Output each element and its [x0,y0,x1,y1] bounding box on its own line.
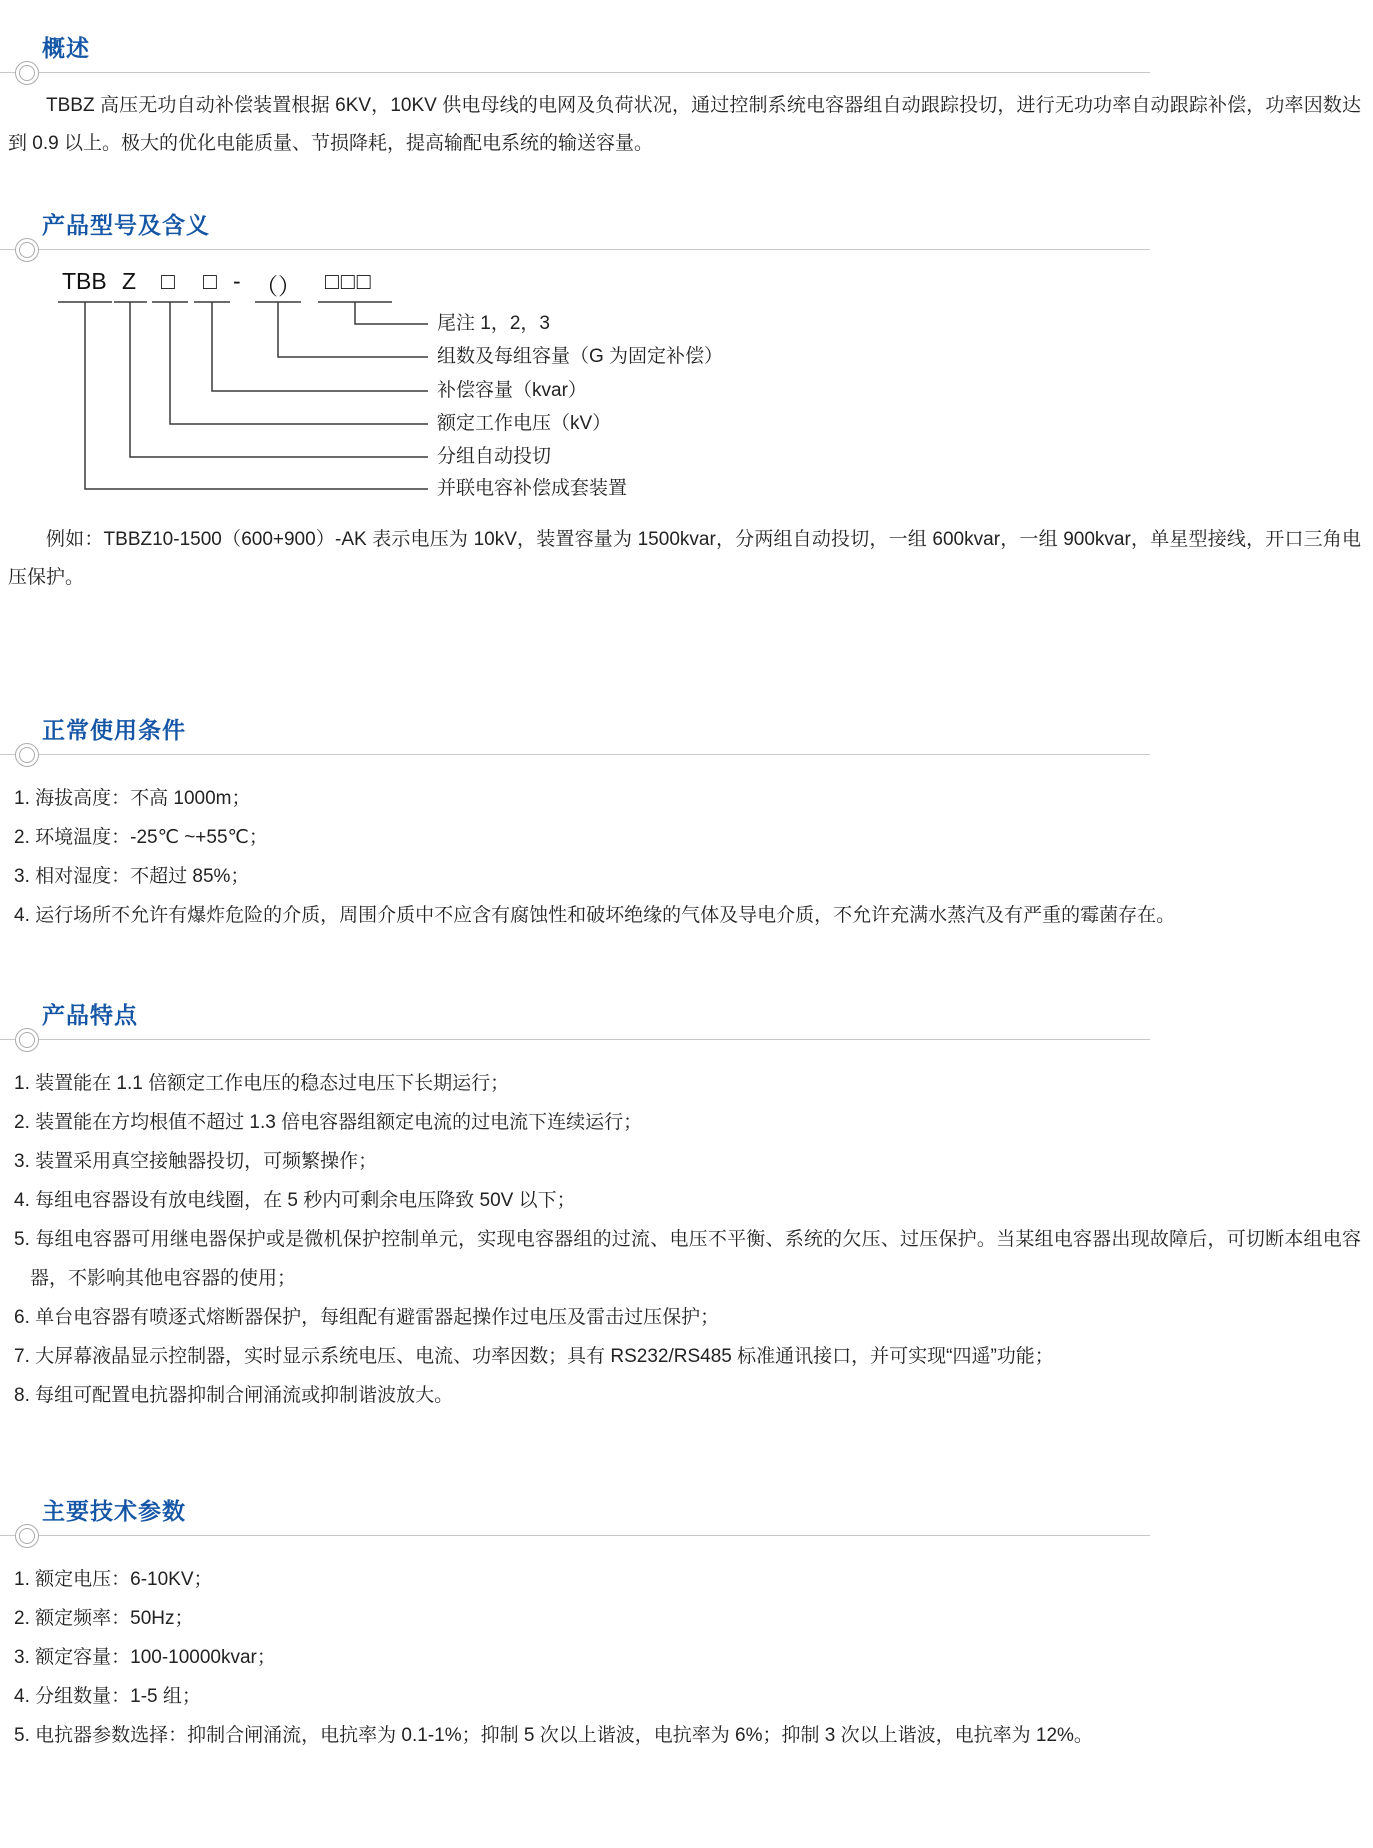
list-item: 2. 装置能在方均根值不超过 1.3 倍电容器组额定电流的过电流下连续运行； [14,1112,643,1133]
section-features [0,997,1373,1415]
list-item: 4. 每组电容器设有放电线圈，在 5 秒内可剩余电压降致 50V 以下； [14,1190,576,1211]
section-usage-conditions [0,712,1373,935]
list-item: 4. 运行场所不允许有爆炸危险的介质，周围介质中不应含有腐蚀性和破坏绝缘的气体及导电介质，不允许充满水蒸汽及有严重的霉菌存在。 [14,905,1176,926]
section-bullet-icon [15,61,39,85]
section-title-overview: 概述 [42,35,90,61]
section-bullet-icon [15,1524,39,1548]
parameters-list [0,1560,1361,1755]
section-header [0,207,1150,250]
model-label-groups: 组数及每组容量（G 为固定补偿） [437,346,724,367]
section-header [0,30,1150,73]
list-item: 3. 装置采用真空接触器投切，可频繁操作； [14,1151,378,1172]
section-model [0,207,1373,597]
usage-conditions-list [0,779,1361,935]
section-header [0,997,1150,1040]
model-label-compensation-capacity: 补偿容量（kvar） [437,380,587,401]
list-item: 6. 单台电容器有喷逐式熔断器保护，每组配有避雷器起操作过电压及雷击过压保护； [14,1307,720,1328]
section-parameters [0,1493,1373,1755]
list-item: 2. 环境温度：-25℃ ~+55℃； [14,827,268,848]
section-bullet-icon [15,238,39,262]
features-list [0,1064,1361,1415]
list-item: 5. 电抗器参数选择：抑制合闸涌流，电抗率为 0.1-1%；抑制 5 次以上谐波，电抗率为 6%；抑制 3 次以上谐波，电抗率为 12%。 [14,1725,1093,1746]
section-bullet-icon [15,743,39,767]
model-code-dash: - [233,268,241,294]
model-code-parens: （） [255,273,301,299]
model-code-box-voltage: □ [161,268,175,294]
model-example-paragraph: 例如：TBBZ10-1500（600+900）-AK 表示电压为 10kV，装置容量为 1500kvar，分两组自动投切，一组 600kvar，一组 900kvar，单星型接线，开口三角电压保护。 [8,529,1361,588]
section-overview [0,30,1373,163]
list-item: 3. 相对湿度：不超过 85%； [14,866,250,887]
section-title-model: 产品型号及含义 [42,212,210,238]
overview-paragraph: TBBZ 高压无功自动补偿装置根据 6KV，10KV 供电母线的电网及负荷状况，通过控制系统电容器组自动跟踪投切，进行无功功率自动跟踪补偿，功率因数达到 0.9 以上。极大的优化电能质量、节损降耗，提高输配电系统的输送容量。 [8,95,1361,154]
model-label-suffix: 尾注 1，2，3 [437,313,550,334]
section-header [0,1493,1150,1536]
section-header [0,712,1150,755]
list-item: 3. 额定容量：100-10000kvar； [14,1647,276,1668]
model-code-z: Z [122,268,137,294]
list-item: 1. 额定电压：6-10KV； [14,1569,213,1590]
model-label-rated-voltage: 额定工作电压（kV） [437,413,612,434]
section-title-features: 产品特点 [42,1002,138,1028]
list-item: 8. 每组可配置电抗器抑制合闸涌流或抑制谐波放大。 [14,1385,454,1406]
model-code-prefix: TBB [62,268,107,294]
model-label-auto-switching: 分组自动投切 [437,446,552,467]
list-item: 5. 每组电容器可用继电器保护或是微机保护控制单元，实现电容器组的过流、电压不平衡、系统的欠压、过压保护。当某组电容器出现故障后，可切断本组电容器，不影响其他电容器的使用； [14,1229,1361,1289]
list-item: 1. 海拔高度：不高 1000m； [14,788,251,809]
model-code-box-capacity: □ [203,268,217,294]
list-item: 2. 额定频率：50Hz； [14,1608,194,1629]
list-item: 1. 装置能在 1.1 倍额定工作电压的稳态过电压下长期运行； [14,1073,510,1094]
list-item: 4. 分组数量：1-5 组； [14,1686,201,1707]
model-label-device-type: 并联电容补偿成套装置 [437,478,628,499]
section-title-parameters: 主要技术参数 [42,1498,186,1524]
section-title-usage: 正常使用条件 [42,717,186,743]
section-bullet-icon [15,1028,39,1052]
model-code-diagram [0,266,1373,511]
list-item: 7. 大屏幕液晶显示控制器，实时显示系统电压、电流、功率因数；具有 RS232/RS485 标准通讯接口，并可实现“四遥”功能； [14,1346,1054,1367]
model-code-boxes-suffix: □□□ [325,268,373,294]
